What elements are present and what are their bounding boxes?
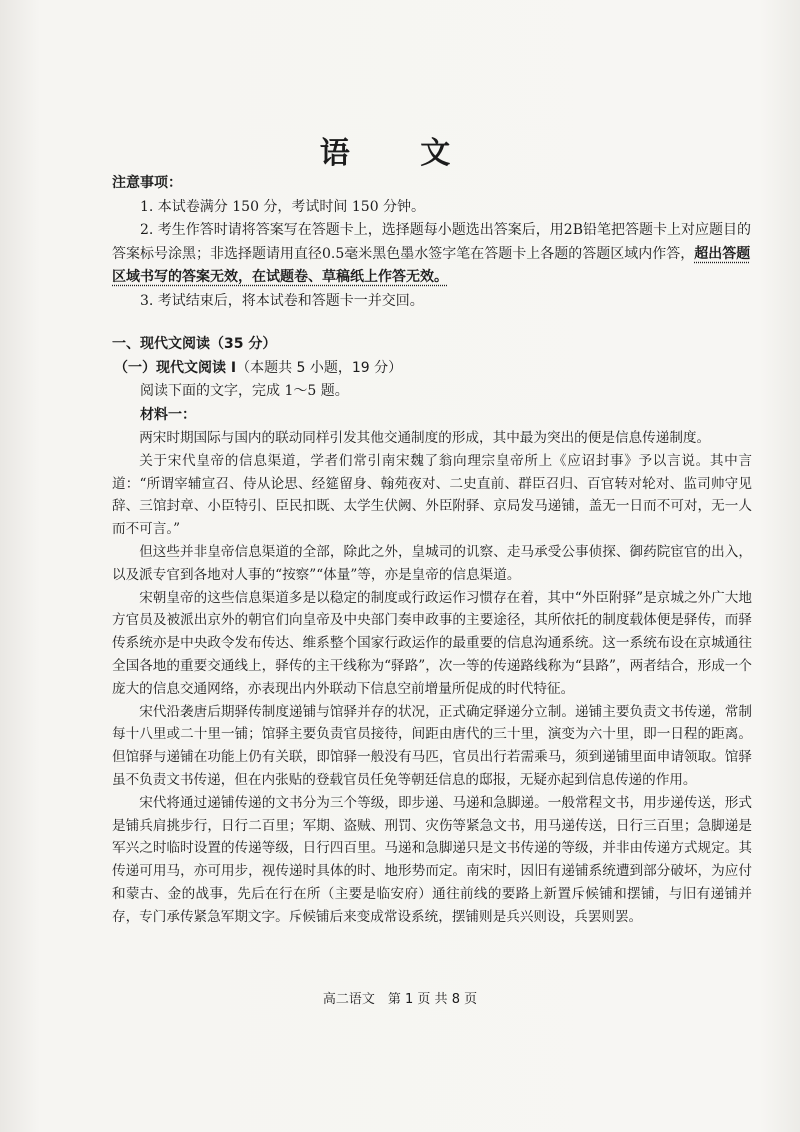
passage-paragraph: 两宋时期国际与国内的联动同样引发其他交通制度的形成，其中最为突出的便是信息传递制度。 [139, 430, 711, 446]
note-item-2 [112, 219, 752, 290]
page-title: 语 文 [319, 136, 481, 171]
passage-paragraph: 宋代沿袭唐后期驿传制度递铺与馆驿并存的状况，正式确定驿递分立制。递铺主要负责文书传递，常制每十八里或二十里一铺；馆驿主要负责官员接待，间距由唐代的三十里，演变为六十里，即一日程的距离。但馆驿与递铺在功能上仍有关联，即馆驿一般没有马匹，官员出行若需乘马，须到递铺里面申请领取。馆驿虽不负责文书传递，但在内张贴的登载官员任免等朝廷信息的邸报，无疑亦起到信息传递的作用。 [112, 703, 752, 788]
passage-paragraph: 宋代将通过递铺传递的文书分为三个等级，即步递、马递和急脚递。一般常程文书，用步递传送，形式是铺兵肩挑步行，日行二百里；军期、盗贼、刑罚、灾伤等紧急文书，用马递传送，日行三百里；急脚递是军兴之时临时设置的传递等级，日行四百里。马递和急脚递只是文书传递的等级，并非由传递方式规定。其传递可用马，亦可用步，视传递时具体的时、地形势而定。南宋时，因旧有递铺系统遭到部分破坏，为应付和蒙古、金的战事，先后在行在所（主要是临安府）通往前线的要路上新置斥候铺和摆铺，与旧有递铺并存，专门承传紧急军期文字。斥候铺后来变成常设系统，摆铺则是兵兴则设，兵罢则罢。 [112, 794, 752, 925]
note-item-2-emphasis: 超出答题区域书写的答案无效，在试题卷、草稿纸上作答无效。 [112, 245, 751, 285]
subsection-heading [112, 357, 752, 381]
passage-paragraph: 宋朝皇帝的这些信息渠道多是以稳定的制度或行政运作习惯存在着，其中“外臣附驿”是京城之外广大地方官员及被派出京外的朝官们向皇帝及中央部门奏申政事的主要途径，其所依托的制度载体便是驿传，而驿传系统亦是中央政令发布传达、维系整个国家行政运作的最重要的信息沟通系统。这一系统布设在京城通往全国各地的重要交通线上，驿传的主干线称为“驿路”，次一等的传递路线称为“县路”，两者结合，形成一个庞大的信息交通网络，亦表现出内外联动下信息空前增量所促成的时代特征。 [112, 589, 752, 697]
passage-paragraph: 但这些并非皇帝信息渠道的全部，除此之外，皇城司的讥察、走马承受公事侦探、御药院宦官的出入，以及派专官到各地对人事的“按察”“体量”等，亦是皇帝的信息渠道。 [112, 543, 752, 583]
passage-paragraph: 关于宋代皇帝的信息渠道，学者们常引南宋魏了翁向理宗皇帝所上《应诏封事》予以言说。其中言道：“所谓宰辅宣召、侍从论思、经筵留身、翰苑夜对、二史直前、群臣召归、百官转对轮对、监司帅守见辞、三馆封章、小臣特引、臣民扣既、太学生伏阙、外臣附驿、京局发马递铺，盖无一日而不可对，无一人而不可言。” [112, 452, 752, 538]
note-item-1: 1. 本试卷满分 150 分，考试时间 150 分钟。 [140, 198, 426, 215]
subsection-info: （本题共 5 小题，19 分） [236, 359, 403, 376]
note-item-3: 3. 考试结束后，将本试卷和答题卡一并交回。 [140, 292, 424, 309]
section-heading: 一、现代文阅读（35 分） [112, 336, 277, 352]
notes-heading: 注意事项： [112, 175, 182, 191]
material-label: 材料一： [140, 406, 196, 423]
note-item-2-text: 2. 考生作答时请将答案写在答题卡上，选择题每小题选出答案后，用2B铅笔把答题卡上对应题目的答案标号涂黑；非选择题请用直径0.5毫米黑色墨水签字笔在答题卡上各题的答题区域内作答， [112, 222, 752, 262]
reading-instruction: 阅读下面的文字，完成 1～5 题。 [140, 383, 349, 399]
exam-content [112, 172, 752, 929]
page-footer: 高二语文 第 1 页 共 8 页 [322, 992, 478, 1007]
subsection-title: （一）现代文阅读 I [114, 359, 237, 376]
